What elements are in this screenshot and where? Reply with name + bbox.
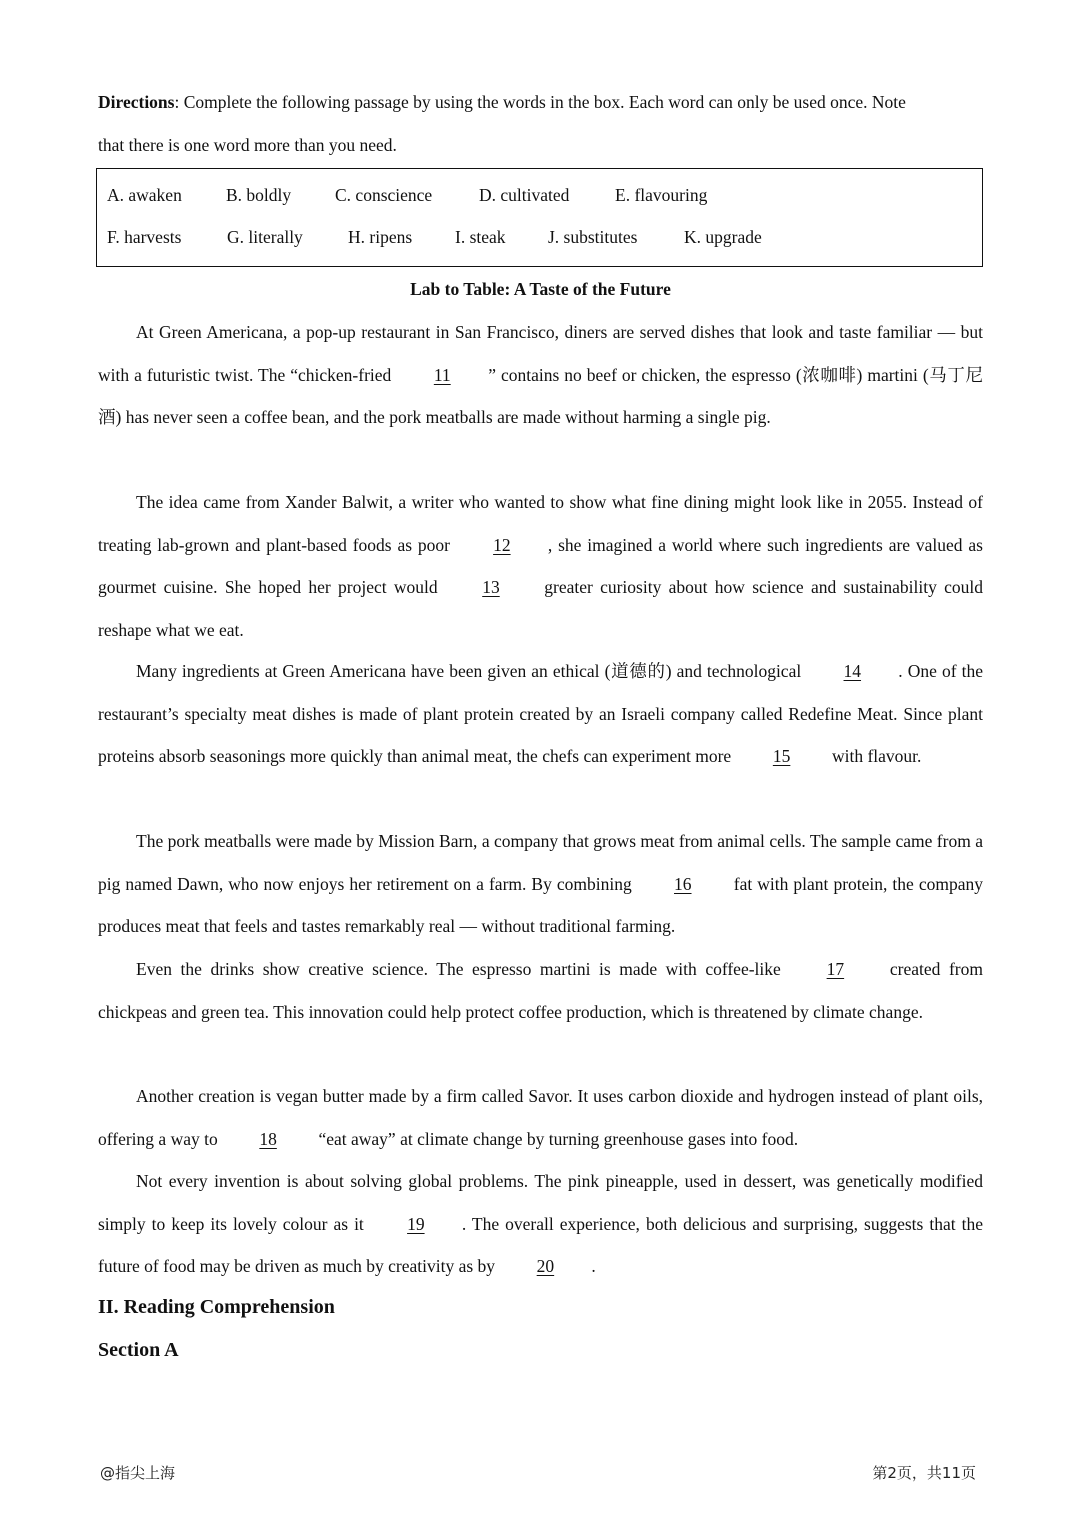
paragraph-text: Another creation is vegan butter made by a firm called Savor. It uses carbon dioxide and hydrogen instead of plant oils, offering a way to: [98, 1086, 983, 1149]
blank-20: 20: [536, 1256, 555, 1276]
paragraph-text: .: [591, 1256, 596, 1276]
paragraph-text: with flavour.: [827, 746, 922, 766]
section-heading-reading: II. Reading Comprehension: [98, 1296, 335, 1318]
paragraph-7: [98, 1160, 983, 1288]
footer-page-number: 第2页，共11页: [872, 1464, 976, 1482]
paragraph-text: The idea came from Xander Balwit, a writer who wanted to show what fine dining might look like in 2055. Instead of treating lab-grown and plant-based foods as poor: [98, 492, 983, 555]
paragraph-text: ” contains no beef or chicken, the espresso (浓咖啡) martini (马丁尼酒) has never seen a coffee bean, and the pork meatballs are made without harming a single pig.: [98, 364, 984, 427]
paragraph-text: fat with plant protein, the company produces meat that feels and tastes remarkably real — without traditional farming.: [98, 873, 983, 936]
paragraph-text: . One of the restaurant’s specialty meat dishes is made of plant protein created by an Israeli company called Redefine Meat. Since plant proteins absorb seasonings more quickly than animal meat, the chefs can experiment more: [98, 661, 983, 766]
paragraph-text: greater curiosity about how science and sustainability could reshape what we eat.: [98, 577, 984, 640]
word-box: [96, 168, 983, 267]
word-option: H. ripens: [348, 227, 413, 247]
word-option: A. awaken: [107, 185, 182, 205]
blank-12: 12: [493, 534, 511, 555]
blank-13: 13: [482, 577, 500, 597]
paragraph-6: [98, 1075, 983, 1160]
paragraph-text: created from chickpeas and green tea. This innovation could help protect coffee production, which is threatened by climate change.: [98, 959, 983, 1022]
paragraph-text: Even the drinks show creative science. The espresso martini is made with coffee-like: [136, 959, 790, 979]
paragraph-4: [98, 820, 983, 948]
directions-line-1: [98, 92, 906, 113]
section-heading-a: Section A: [98, 1339, 179, 1361]
word-option: B. boldly: [226, 185, 292, 205]
paragraph-text: “eat away” at climate change by turning greenhouse gases into food.: [314, 1128, 799, 1149]
paragraph-1: [98, 311, 983, 439]
blank-14: 14: [843, 661, 862, 681]
paragraph-5: [98, 948, 983, 1033]
blank-19: 19: [407, 1213, 425, 1234]
word-option: J. substitutes: [548, 227, 638, 247]
paragraph-text: , she imagined a world where such ingredients are valued as gourmet cuisine. She hoped her project would: [98, 534, 983, 597]
directions-label: Directions: [98, 92, 175, 112]
blank-17: 17: [826, 959, 845, 979]
paragraph-3: [98, 650, 983, 778]
directions-line-2: that there is one word more than you need.: [98, 135, 397, 155]
paragraph-text: At Green Americana, a pop-up restaurant in San Francisco, diners are served dishes that look and taste familiar — but with a futuristic twist. The “chicken-fried: [98, 322, 983, 385]
blank-18: 18: [259, 1128, 277, 1149]
paragraph-text: The pork meatballs were made by Mission Barn, a company that grows meat from animal cells. The sample came from a pig named Dawn, who now enjoys her retirement on a farm. By combining: [98, 831, 983, 894]
blank-16: 16: [674, 873, 692, 894]
blank-11: 11: [433, 364, 451, 385]
paragraph-text: . The overall experience, both delicious and surprising, suggests that the future of food may be driven as much by creativity as by: [98, 1213, 984, 1276]
paragraph-text: Many ingredients at Green Americana have been given an ethical (道德的) and technological: [136, 661, 807, 681]
footer-source: @指尖上海: [100, 1464, 176, 1482]
word-option: K. upgrade: [684, 227, 762, 247]
word-option: G. literally: [227, 227, 303, 247]
paragraph-text: Not every invention is about solving global problems. The pink pineapple, used in dessert, was genetically modified simply to keep its lovely colour as it: [98, 1171, 983, 1234]
word-option: D. cultivated: [479, 185, 570, 205]
word-option: F. harvests: [107, 227, 182, 247]
paragraph-2: [98, 481, 983, 651]
passage-title: Lab to Table: A Taste of the Future: [410, 279, 671, 299]
word-option: C. conscience: [335, 185, 433, 205]
word-option: I. steak: [455, 227, 506, 247]
word-option: E. flavouring: [615, 185, 708, 205]
blank-15: 15: [772, 746, 791, 766]
directions-text: : Complete the following passage by using the words in the box. Each word can only be used once. Note: [174, 92, 906, 112]
